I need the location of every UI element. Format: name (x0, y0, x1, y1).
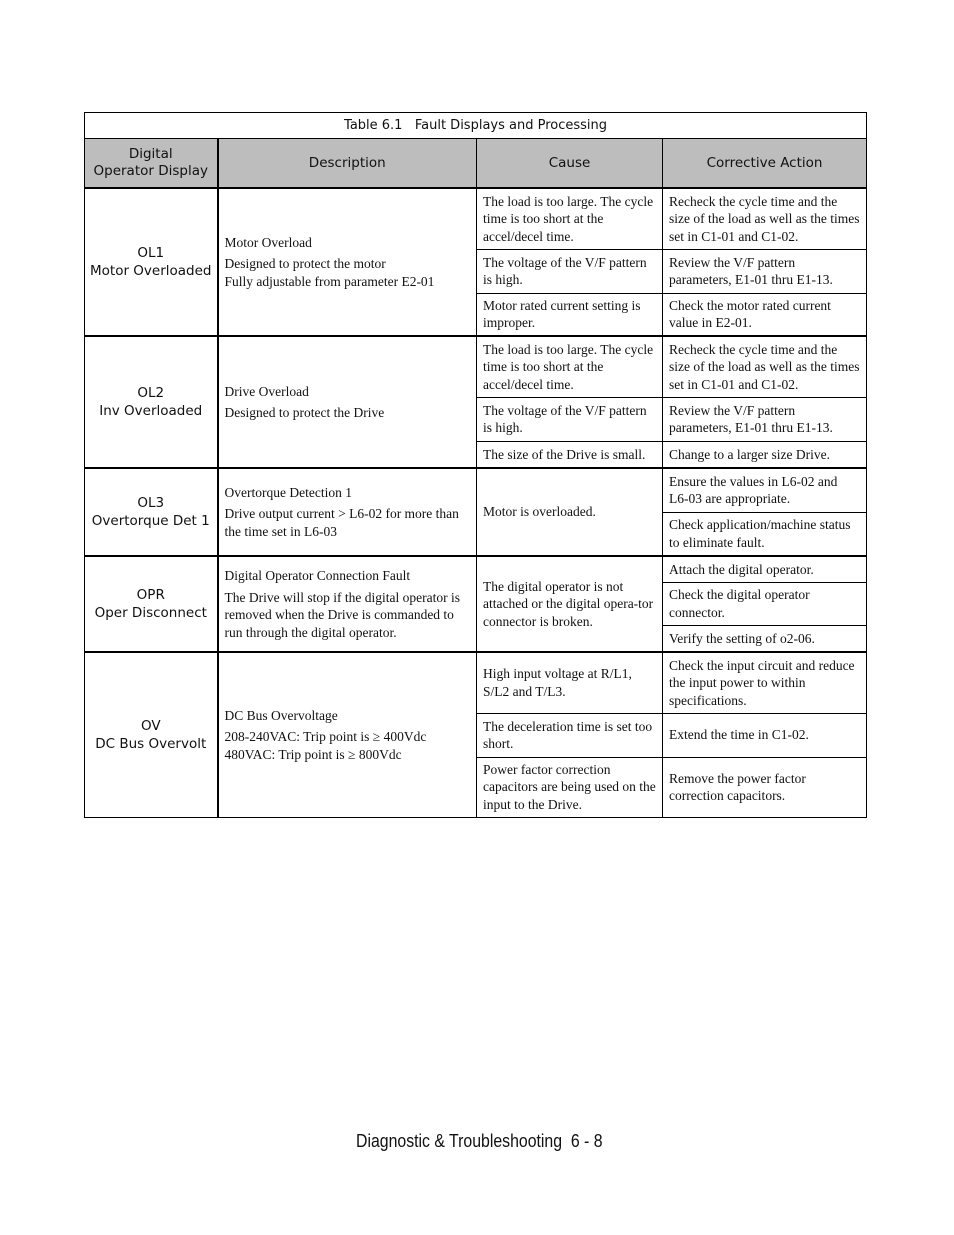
fault-description-cell (218, 652, 477, 817)
table-row (85, 468, 867, 512)
page-footer: Diagnostic & Troubleshooting 6 - 8 (356, 1131, 603, 1151)
action-cell: Check the input circuit and reduce the input power to within specifications. (663, 652, 867, 713)
action-cell: Change to a larger size Drive. (663, 441, 867, 468)
description-line: Drive output current > L6-02 for more than the time set in L6-03 (224, 506, 459, 539)
table-caption: Table 6.1 Fault Displays and Processing (85, 113, 867, 139)
table-row (85, 556, 867, 582)
fault-code-cell (85, 652, 218, 817)
fault-name: DC Bus Overvolt (95, 735, 207, 752)
description-title: Motor Overload (224, 234, 312, 250)
action-cell: Attach the digital operator. (663, 556, 867, 582)
fault-code: OL2 (137, 385, 165, 401)
action-cell: Verify the setting of o2-06. (663, 625, 867, 652)
action-cell: Check the motor rated current value in E2-01. (663, 293, 867, 336)
fault-displays-table (84, 112, 867, 818)
fault-code-cell (85, 336, 218, 468)
fault-description-cell (218, 468, 477, 556)
header-corrective-action: Corrective Action (663, 139, 867, 189)
description-line: The Drive will stop if the digital operator is removed when the Drive is commanded to run through the digital operator. (224, 589, 460, 640)
cause-cell: The digital operator is not attached or the digital opera-tor connector is broken. (477, 556, 663, 652)
cause-cell: The size of the Drive is small. (477, 441, 663, 468)
description-title: DC Bus Overvoltage (224, 707, 338, 723)
table-row (85, 652, 867, 713)
cause-cell: The voltage of the V/F pattern is high. (477, 397, 663, 441)
fault-code-cell (85, 468, 218, 556)
description-line: 208-240VAC: Trip point is ≥ 400Vdc (224, 729, 427, 744)
action-cell: Extend the time in C1-02. (663, 713, 867, 757)
action-cell: Review the V/F pattern parameters, E1-01 thru E1-13. (663, 249, 867, 293)
table-row (85, 336, 867, 397)
action-cell: Recheck the cycle time and the size of the load as well as the times set in C1-01 and C1-02. (663, 336, 867, 397)
fault-code: OL3 (137, 495, 165, 511)
cause-cell: Motor rated current setting is improper. (477, 293, 663, 336)
fault-code-cell (85, 188, 218, 336)
fault-name: Inv Overloaded (99, 403, 203, 419)
description-line: 480VAC: Trip point is ≥ 800Vdc (224, 746, 402, 762)
description-title: Overtorque Detection 1 (224, 484, 352, 500)
cause-cell: The deceleration time is set too short. (477, 713, 663, 757)
action-cell: Check application/machine status to eliminate fault. (663, 512, 867, 556)
action-cell: Remove the power factor correction capacitors. (663, 757, 867, 817)
description-line: Fully adjustable from parameter E2-01 (224, 273, 435, 289)
fault-description-cell (218, 336, 477, 468)
cause-cell: High input voltage at R/L1, S/L2 and T/L3. (477, 652, 663, 713)
fault-name: Overtorque Det 1 (91, 513, 210, 529)
fault-code: OV (140, 717, 161, 734)
cause-cell: Power factor correction capacitors are being used on the input to the Drive. (477, 757, 663, 817)
fault-name: Motor Overloaded (90, 263, 212, 279)
fault-description-cell (218, 556, 477, 652)
header-description: Description (218, 139, 477, 189)
fault-name: Oper Disconnect (94, 605, 207, 621)
header-operator-display: Digital Operator Display (85, 139, 218, 189)
description-title: Digital Operator Connection Fault (224, 568, 411, 583)
action-cell: Check the digital operator connector. (663, 582, 867, 625)
fault-description-cell (218, 188, 477, 336)
header-cause: Cause (477, 139, 663, 189)
action-cell: Recheck the cycle time and the size of the load as well as the times set in C1-01 and C1-02. (663, 188, 867, 249)
action-cell: Ensure the values in L6-02 and L6-03 are appropriate. (663, 468, 867, 512)
cause-cell: Motor is overloaded. (477, 468, 663, 556)
fault-code: OL1 (137, 245, 165, 261)
cause-cell: The load is too large. The cycle time is too short at the accel/decel time. (477, 188, 663, 249)
action-cell: Review the V/F pattern parameters, E1-01 thru E1-13. (663, 397, 867, 441)
fault-code-cell (85, 556, 218, 652)
fault-code: OPR (136, 587, 165, 603)
cause-cell: The load is too large. The cycle time is too short at the accel/decel time. (477, 336, 663, 397)
description-line: Designed to protect the motor (224, 256, 386, 272)
table-row (85, 188, 867, 249)
description-title: Drive Overload (224, 383, 309, 399)
cause-cell: The voltage of the V/F pattern is high. (477, 249, 663, 293)
table-header-row (85, 139, 867, 189)
description-line: Designed to protect the Drive (224, 405, 385, 420)
